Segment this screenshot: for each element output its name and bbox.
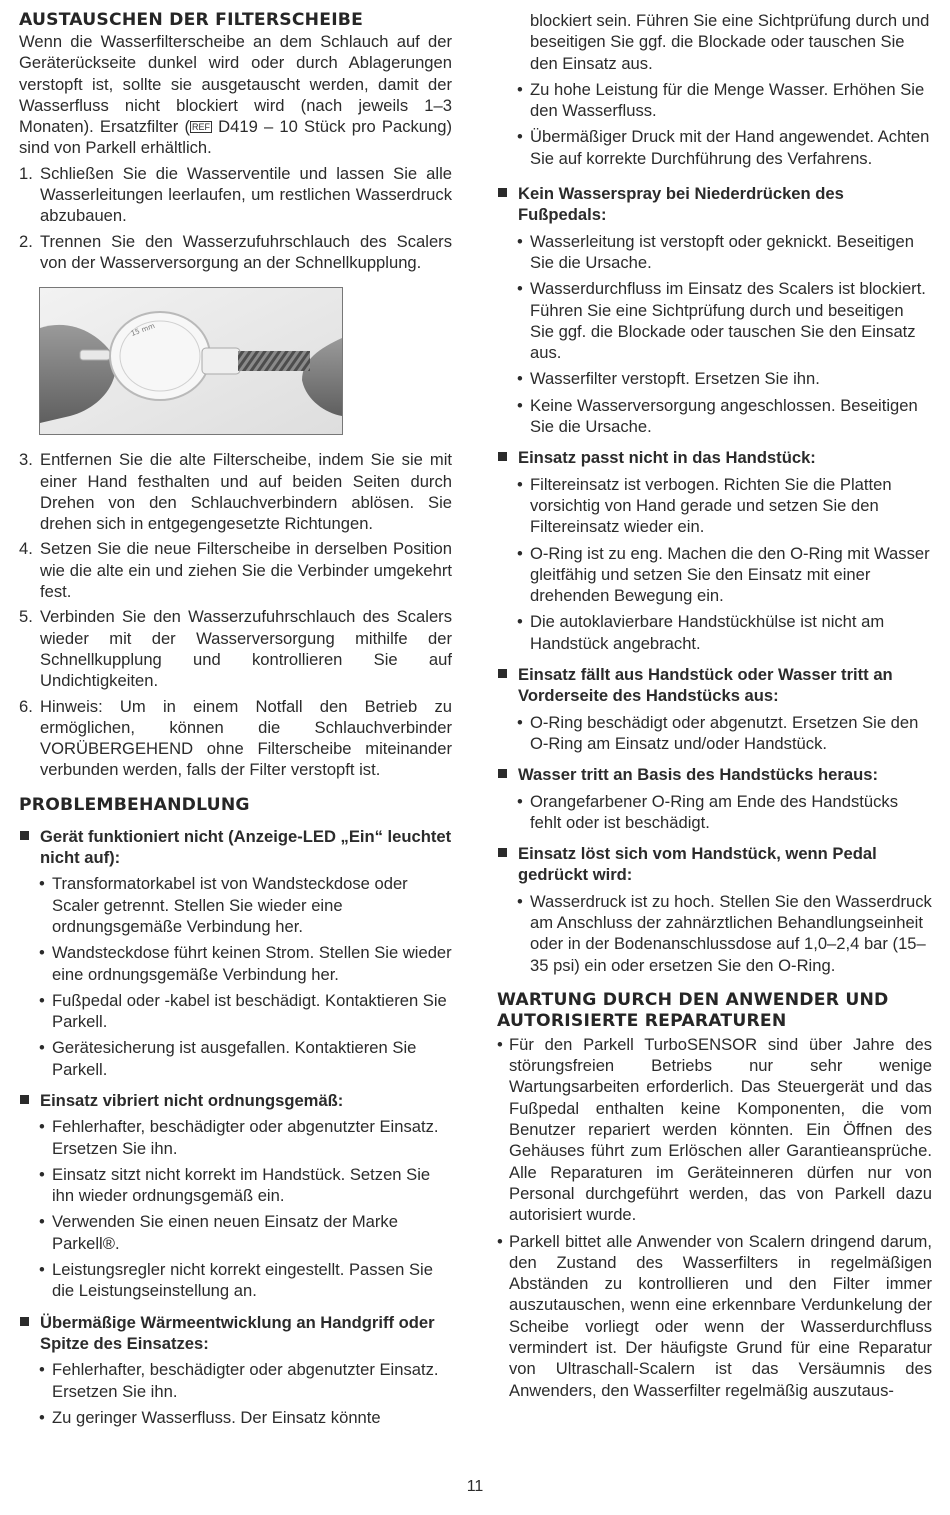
square-bullet-icon xyxy=(498,669,507,678)
list-item: • Keine Wasserversorgung angeschlossen. Beseitigen Sie die Ursache. xyxy=(517,395,918,437)
list-item: • O-Ring ist zu eng. Machen die den O-Ring mit Wasser gleitfähig und setzen Sie den Einsatz mit einer drehenden Bewegung ein. xyxy=(517,543,930,606)
step-item: 5. Verbinden Sie den Wasserzufuhrschlauch des Scalers wieder mit der Wasserversorgung mithilfe der Schnellkupplung und kontrollieren Sie auf Undichtigkeiten. xyxy=(19,607,452,691)
steps-list-b xyxy=(19,449,452,780)
step-item: 4. Setzen Sie die neue Filterscheibe in derselben Position wie die alte ein und ziehen Sie die Verbinder umgekehrt fest. xyxy=(19,539,452,602)
list-item: • Zu geringer Wasserfluss. Der Einsatz könnte xyxy=(39,1407,381,1427)
list-item: • Gerätesicherung ist ausgefallen. Kontaktieren Sie Parkell. xyxy=(39,1038,417,1079)
trouble-section-title: Einsatz fällt aus Handstück oder Wasser tritt an Vorderseite des Handstücks aus: xyxy=(518,665,893,706)
step-item: 6. Hinweis: Um in einem Notfall den Betrieb zu ermöglichen, können die Schlauchverbinder VORÜBERGEHEND ohne Filterscheibe miteinander verbunden werden, falls der Filter verstopft ist. xyxy=(19,696,452,780)
list-item: • Leistungsregler nicht korrekt eingestellt. Passen Sie die Leistungseinstellung an. xyxy=(39,1260,433,1301)
maintenance-item: • Parkell bittet alle Anwender von Scalern dringend darum, den Zustand des Wasserfilters in regelmäßigen Abständen zu kontrollieren und den Filter immer auszutauschen, wenn eine erkennbare Verdunkelung der Scheibe vorliegt oder wenn der Wasserdurchfluss vermindert ist. Der häufigste Grund für eine Reparatur von Ultraschall-Scalern ist das Versäumnis des Anwenders, den Wasserfilter regelmäßig auszutaus- xyxy=(497,1231,932,1400)
square-bullet-icon xyxy=(498,452,507,461)
trouble-section xyxy=(497,183,932,226)
trouble-section xyxy=(497,843,932,886)
continued-items xyxy=(497,10,932,169)
right-column xyxy=(497,10,932,1401)
filter-intro: Wenn die Wasserfilterscheibe an dem Schlauch auf der Geräterückseite dunkel wird oder durch Ablagerungen verstopft ist, sollte sie ausgetauscht werden, damit der Wasserfluss nicht blockiert wird (nach jeweils 1–3 Monaten). Ersatzfilter ( REF D419 – 10 Stück pro Packung) sind von Parkell erhältlich. xyxy=(19,32,452,158)
trouble-section xyxy=(497,764,932,785)
maintenance-heading: WARTUNG DURCH DEN ANWENDER UND AUTORISIERTE REPARATUREN xyxy=(497,989,889,1031)
square-bullet-icon xyxy=(498,188,507,197)
step-item: 2. Trennen Sie den Wasserzufuhrschlauch des Scalers von der Wasserversorgung an der Schnellkupplung. xyxy=(19,231,452,272)
trouble-items xyxy=(19,1359,452,1428)
trouble-section xyxy=(497,447,932,468)
filter-photo-illustration xyxy=(40,288,342,434)
trouble-section-title: Einsatz passt nicht in das Handstück: xyxy=(518,448,816,468)
square-bullet-icon xyxy=(20,1095,29,1104)
maintenance-item: • Für den Parkell TurboSENSOR sind über Jahre des störungsfreien Betriebs nur sehr wenige Wartungsarbeiten erforderlich. Das Steuergerät und das Fußpedal enthalten keine Komponenten, die vom Benutzer repariert werden könnten. Ein Öffnen des Gehäuses führt zum Erlöschen aller Garantieansprüche. Alle Reparaturen im Geräteinneren dürfen nur von Personal durchgeführt werden, das von Parkell dazu autorisiert wurde. xyxy=(497,1034,932,1225)
list-item: • Zu hohe Leistung für die Menge Wasser. Erhöhen Sie den Wasserfluss. xyxy=(517,79,925,121)
troubleshooting-heading: PROBLEMBEHANDLUNG xyxy=(19,794,250,815)
trouble-section-title: Einsatz löst sich vom Handstück, wenn Pedal gedrückt wird: xyxy=(518,844,877,885)
trouble-section xyxy=(19,1090,452,1111)
list-item: • Die autoklavierbare Handstückhülse ist nicht am Handstück angebracht. xyxy=(517,612,885,653)
filter-print-label: 15 mm xyxy=(129,322,156,339)
list-item: • Filtereinsatz ist verbogen. Richten Sie die Platten vorsichtig von Hand gerade und setzen Sie den Filtereinsatz wieder ein. xyxy=(517,474,892,537)
trouble-items xyxy=(19,873,452,1080)
square-bullet-icon xyxy=(498,848,507,857)
list-item: • Übermäßiger Druck mit der Hand angewendet. Achten Sie auf korrekte Durchführung des Verfahrens. xyxy=(517,127,930,168)
step-item: 1. Schließen Sie die Wasserventile und lassen Sie alle Wasserleitungen leerlaufen, um restlichen Wasserdruck abzubauen. xyxy=(19,163,452,226)
trouble-section-title: Wasser tritt an Basis des Handstücks heraus: xyxy=(518,765,878,785)
trouble-section-title: Kein Wasserspray bei Niederdrücken des Fußpedals: xyxy=(518,184,844,225)
steps-list-a xyxy=(19,163,452,273)
trouble-items xyxy=(497,231,932,438)
trouble-section-title: Gerät funktioniert nicht (Anzeige-LED „Ein“ leuchtet nicht auf): xyxy=(40,826,452,868)
trouble-items xyxy=(497,791,932,834)
ref-symbol: REF xyxy=(191,122,210,133)
filter-photo xyxy=(39,287,343,435)
filter-heading: AUSTAUSCHEN DER FILTERSCHEIBE xyxy=(19,10,364,30)
list-item: • Orangefarbener O-Ring am Ende des Handstücks fehlt oder ist beschädigt. xyxy=(517,791,899,832)
list-item: blockiert sein. Führen Sie eine Sichtprüfung durch und beseitigen Sie ggf. die Blockade oder tauschen Sie den Einsatz aus. xyxy=(530,11,930,73)
list-item: • Wasserfilter verstopft. Ersetzen Sie ihn. xyxy=(517,369,820,389)
trouble-section-title: Übermäßige Wärmeentwicklung an Handgriff oder Spitze des Einsatzes: xyxy=(40,1312,435,1353)
step-item: 3. Entfernen Sie die alte Filterscheibe, indem Sie sie mit einer Hand festhalten und auf beiden Seiten durch Drehen von den Schlauchverbindern ablösen. Sie drehen sich in entgegengesetzte Richtungen. xyxy=(19,450,452,534)
trouble-section xyxy=(19,1312,452,1355)
list-item: • Fehlerhafter, beschädigter oder abgenutzter Einsatz. Ersetzen Sie ihn. xyxy=(39,1117,439,1158)
list-item: • Wasserdruck ist zu hoch. Stellen Sie den Wasserdruck am Anschluss der zahnärztlichen Behandlungseinheit oder in der Bodenanschlussdose auf 1,0–2,4 bar (15–35 psi) ein oder ersetzen Sie den O-Ring. xyxy=(517,891,932,975)
list-item: • Einsatz sitzt nicht korrekt im Handstück. Setzen Sie ihn wieder ordnungsgemäß ein. xyxy=(39,1164,431,1206)
left-column xyxy=(19,10,452,1428)
trouble-items xyxy=(497,474,932,654)
square-bullet-icon xyxy=(20,831,29,840)
list-item: • Wasserdurchfluss im Einsatz des Scalers ist blockiert. Führen Sie eine Sichtprüfung durch und beseitigen Sie ggf. die Blockade oder tauschen Sie den Einsatz aus. xyxy=(517,279,926,363)
page-number: 11 xyxy=(466,1478,484,1495)
trouble-section xyxy=(19,826,452,869)
list-item: • Transformatorkabel ist von Wandsteckdose oder Scaler getrennt. Stellen Sie wieder eine ordnungsgemäße Verbindung her. xyxy=(39,874,408,936)
trouble-items xyxy=(497,712,932,755)
trouble-items xyxy=(497,891,932,976)
square-bullet-icon xyxy=(498,769,507,778)
list-item: • Fußpedal oder -kabel ist beschädigt. Kontaktieren Sie Parkell. xyxy=(39,990,447,1032)
list-item: • Wandsteckdose führt keinen Strom. Stellen Sie wieder eine ordnungsgemäße Verbindung her. xyxy=(39,943,452,984)
list-item: • Verwenden Sie einen neuen Einsatz der Marke Parkell®. xyxy=(39,1212,398,1253)
trouble-section-title: Einsatz vibriert nicht ordnungsgemäß: xyxy=(40,1090,344,1110)
trouble-items xyxy=(19,1116,452,1301)
list-item: • Wasserleitung ist verstopft oder geknickt. Beseitigen Sie die Ursache. xyxy=(517,231,914,272)
list-item: • O-Ring beschädigt oder abgenutzt. Ersetzen Sie den O-Ring am Einsatz und/oder Handstück. xyxy=(517,712,919,753)
square-bullet-icon xyxy=(20,1317,29,1326)
list-item: • Fehlerhafter, beschädigter oder abgenutzter Einsatz. Ersetzen Sie ihn. xyxy=(39,1360,439,1401)
trouble-section xyxy=(497,664,932,707)
